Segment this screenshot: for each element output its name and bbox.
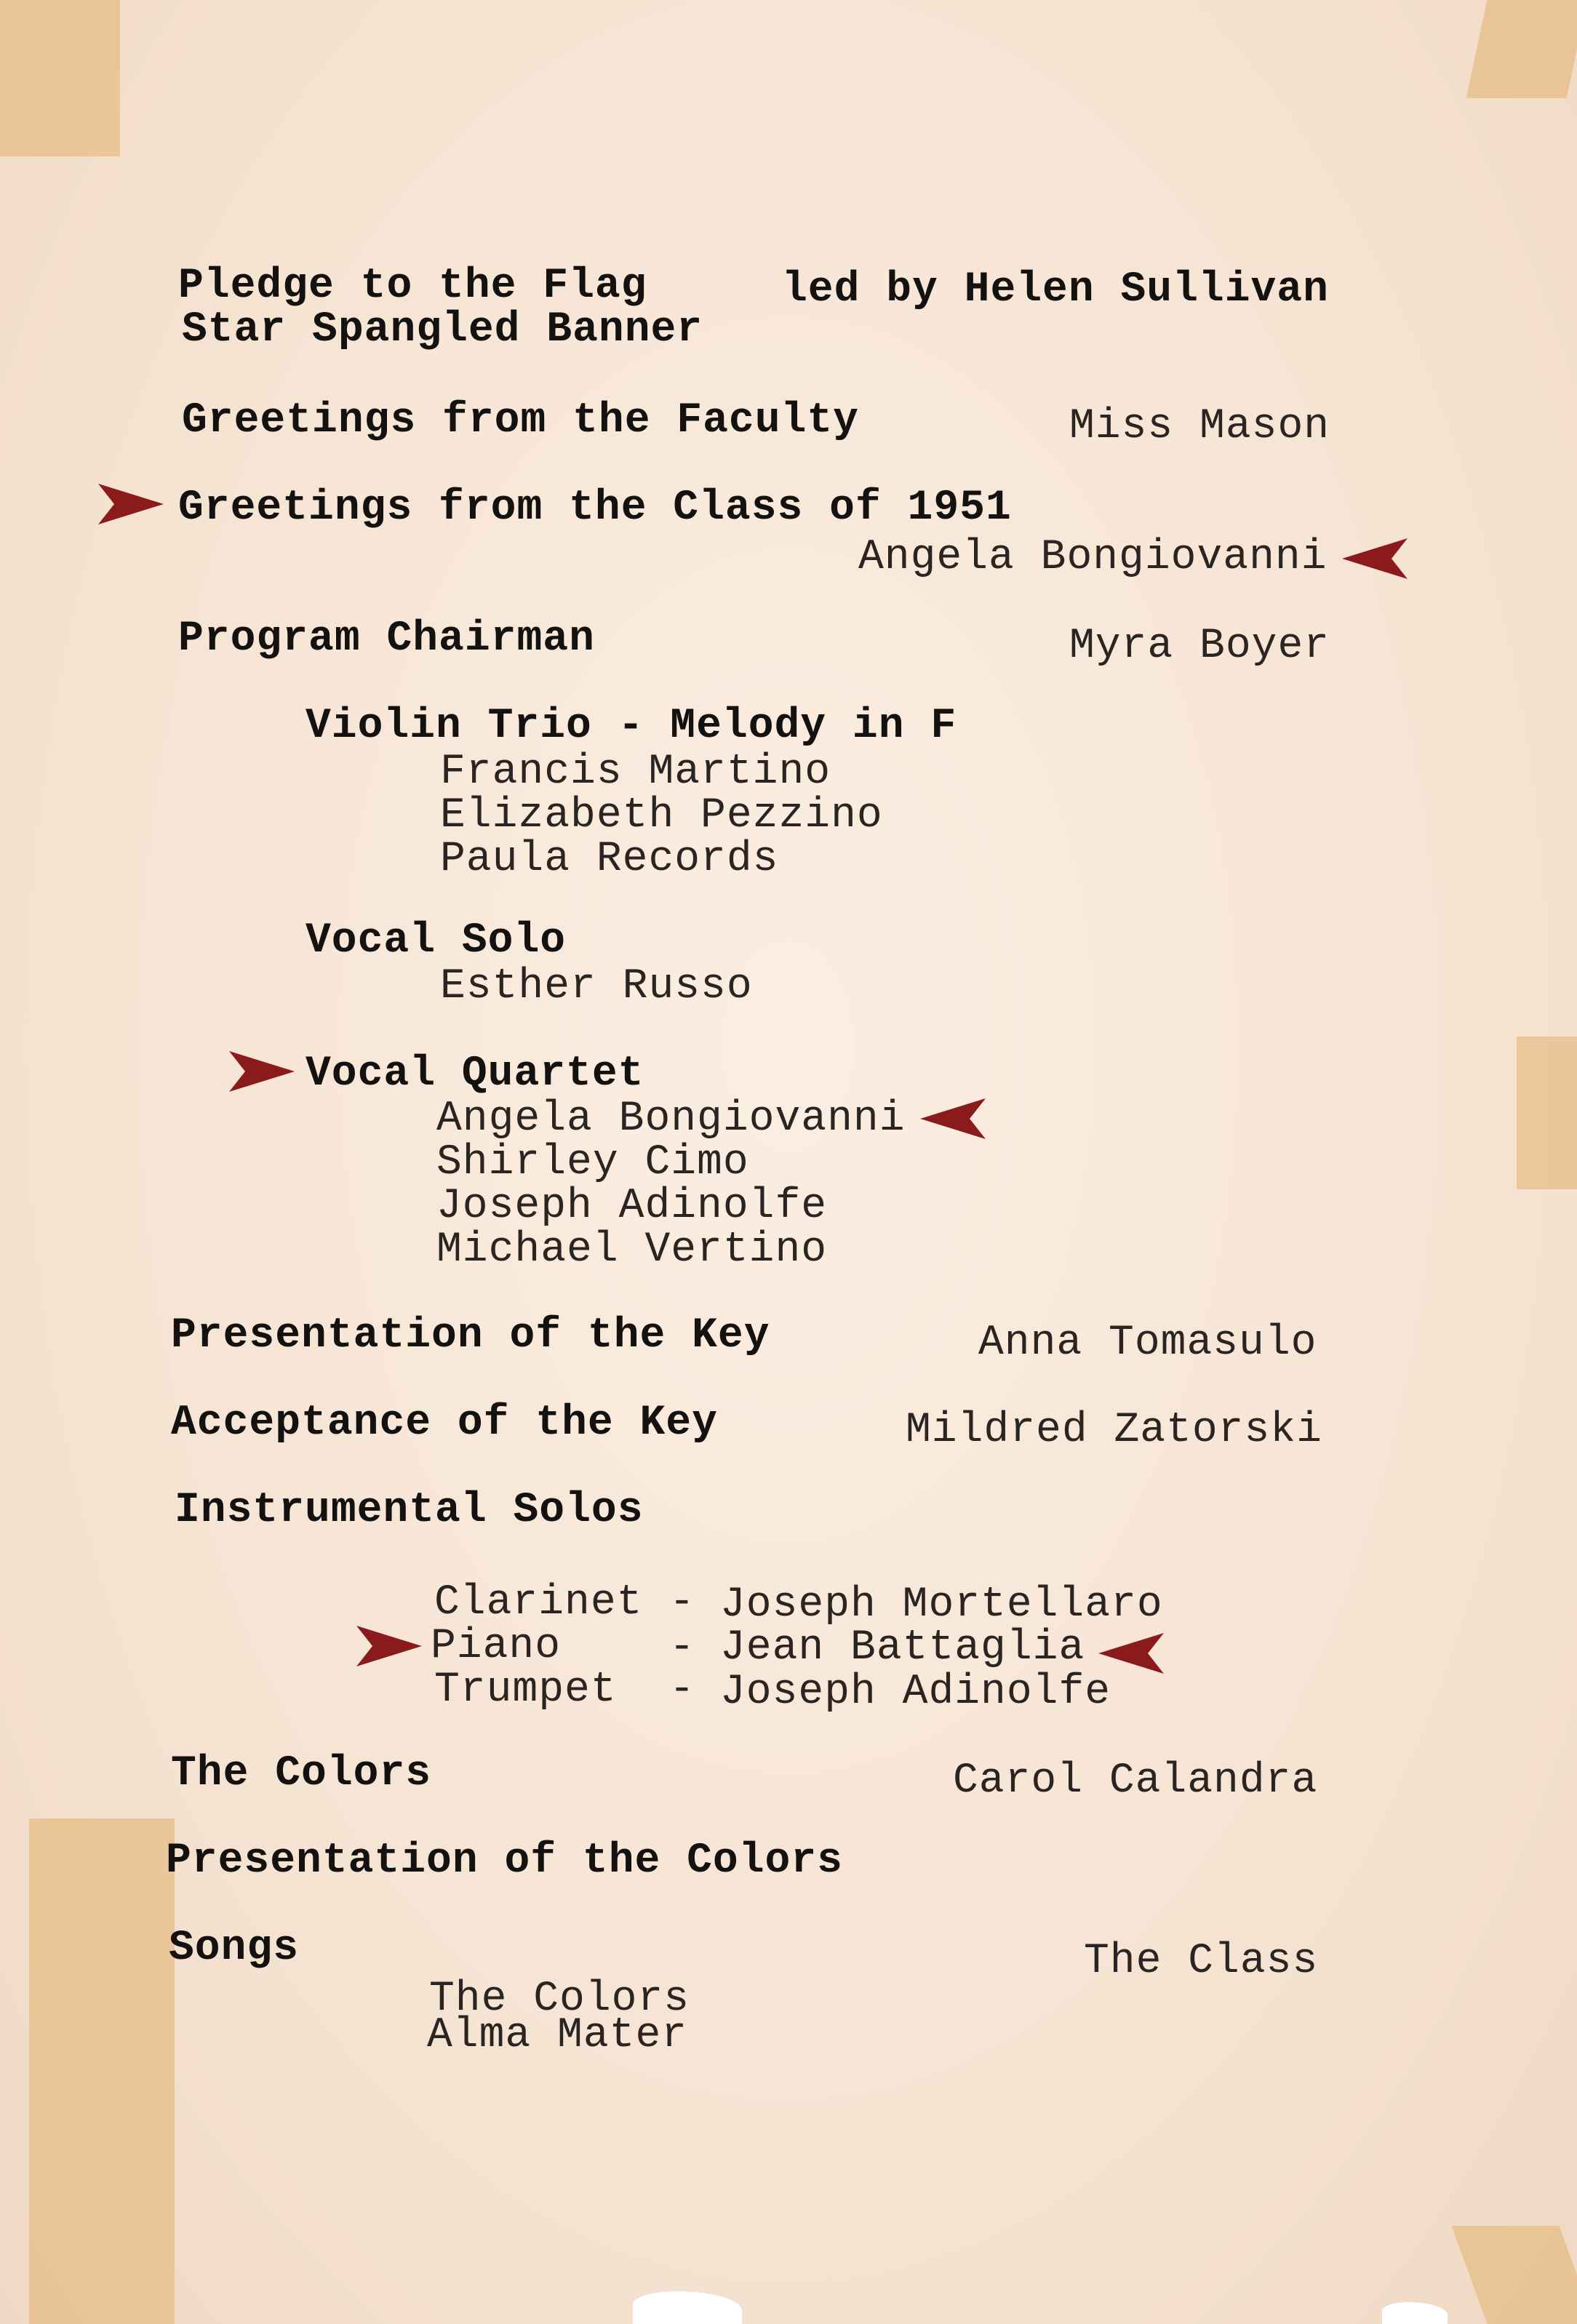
song-item: Alma Mater	[427, 2012, 688, 2059]
arrow-right-icon	[229, 1051, 295, 1092]
key-presentation-title: Presentation of the Key	[171, 1312, 770, 1359]
vocal-quartet-title: Vocal Quartet	[306, 1050, 644, 1098]
vocal-quartet-performer: Joseph Adinolfe	[436, 1183, 828, 1230]
program-chairman-title: Program Chairman	[178, 615, 595, 663]
tape-top-right	[1466, 0, 1577, 98]
violin-trio-title: Violin Trio - Melody in F	[306, 703, 957, 750]
solo-player: Jean Battaglia	[720, 1624, 1085, 1672]
greetings-class-name: Angela Bongiovanni	[858, 534, 1328, 581]
arrow-left-icon	[920, 1098, 986, 1139]
arrow-right-icon	[356, 1626, 422, 1666]
pledge-title: Pledge to the Flag	[178, 263, 647, 310]
tape-bottom-left	[29, 1818, 175, 2324]
the-colors-title: The Colors	[171, 1750, 432, 1797]
solo-dash: -	[669, 1579, 695, 1626]
violin-trio-performer: Elizabeth Pezzino	[440, 792, 883, 839]
greetings-faculty-title: Greetings from the Faculty	[182, 397, 859, 444]
songs-performer: The Class	[1084, 1938, 1319, 1985]
solo-player: Joseph Adinolfe	[720, 1669, 1111, 1716]
violin-trio-performer: Francis Martino	[440, 748, 831, 796]
greetings-faculty-name: Miss Mason	[1069, 403, 1330, 450]
key-acceptance-name: Mildred Zatorski	[906, 1407, 1322, 1454]
pledge-leader: led by Helen Sullivan	[782, 266, 1329, 314]
violin-trio-performer: Paula Records	[440, 836, 779, 883]
solo-player: Joseph Mortellaro	[720, 1581, 1163, 1629]
vocal-quartet-performer: Shirley Cimo	[436, 1139, 749, 1186]
the-colors-name: Carol Calandra	[953, 1757, 1318, 1805]
program-chairman-name: Myra Boyer	[1069, 623, 1330, 670]
vocal-solo-title: Vocal Solo	[306, 917, 567, 965]
torn-edge	[1382, 2302, 1448, 2324]
anthem-title: Star Spangled Banner	[182, 306, 703, 354]
torn-edge	[633, 2291, 742, 2324]
solo-instrument: Clarinet	[434, 1579, 643, 1626]
solo-dash: -	[669, 1666, 695, 1714]
vocal-quartet-performer: Michael Vertino	[436, 1226, 828, 1274]
arrow-right-icon	[98, 484, 164, 524]
solo-instrument: Piano	[431, 1623, 562, 1670]
vocal-quartet-performer: Angela Bongiovanni	[436, 1095, 906, 1143]
instrumental-solos-title: Instrumental Solos	[175, 1487, 644, 1534]
solo-instrument: Trumpet	[434, 1666, 617, 1714]
key-acceptance-title: Acceptance of the Key	[171, 1399, 718, 1447]
songs-title: Songs	[169, 1925, 300, 1972]
key-presentation-name: Anna Tomasulo	[978, 1319, 1317, 1367]
tape-right	[1517, 1037, 1577, 1189]
tape-bottom-right	[1451, 2226, 1577, 2324]
vocal-solo-performer: Esther Russo	[440, 963, 753, 1010]
arrow-left-icon	[1342, 538, 1408, 579]
song-item: The Colors	[429, 1976, 690, 2023]
greetings-class-title: Greetings from the Class of 1951	[178, 484, 1012, 532]
solo-dash: -	[669, 1624, 695, 1672]
colors-presentation-title: Presentation of the Colors	[166, 1837, 843, 1885]
arrow-left-icon	[1098, 1633, 1164, 1674]
tape-top-left	[0, 0, 120, 156]
